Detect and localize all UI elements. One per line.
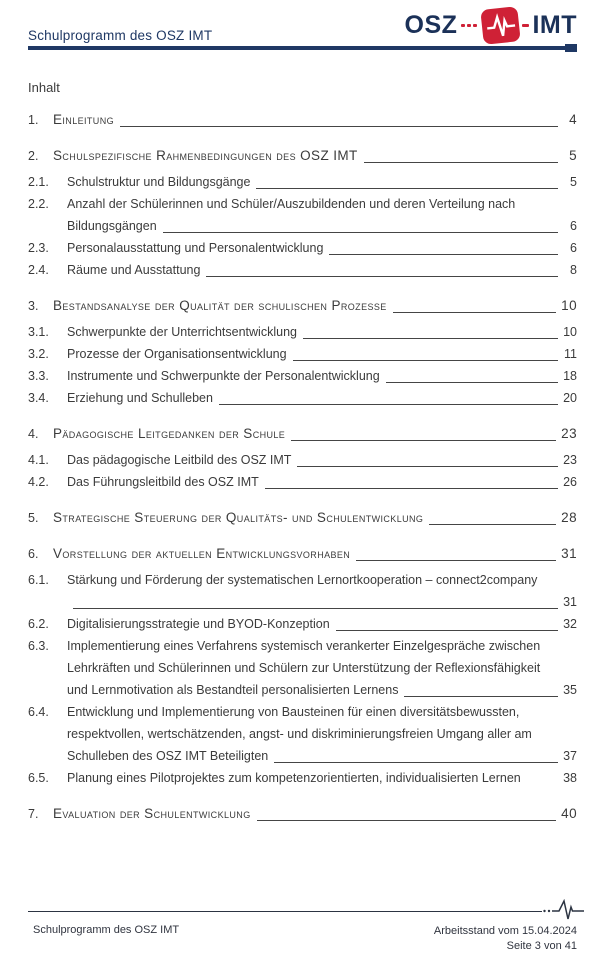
- toc-entry[interactable]: [28, 767, 577, 789]
- page-header: [0, 0, 600, 50]
- toc-entry-title: Strategische Steuerung der Qualitäts- und Schulentwicklung: [53, 510, 424, 525]
- toc-entry-title: Prozesse der Organisationsentwicklung: [67, 347, 287, 361]
- logo-dash-icon: [522, 24, 529, 27]
- toc-entry-number: 4.1.: [28, 453, 49, 467]
- header-rule: [28, 46, 577, 50]
- toc-entry-number: 3.4.: [28, 391, 49, 405]
- logo-imt-text: IMT: [532, 11, 577, 39]
- toc-leader-line: [386, 382, 558, 383]
- toc-entry[interactable]: [28, 145, 577, 167]
- toc-entry-title: und Lernmotivation als Bestandteil personalisierten Lernens: [67, 683, 399, 697]
- toc-entry[interactable]: [28, 237, 577, 259]
- footer-version-date: Arbeitsstand vom 15.04.2024: [433, 925, 577, 937]
- toc-entry[interactable]: [28, 701, 577, 767]
- toc-entry-title: Bestandsanalyse der Qualität der schulischen Prozesse: [53, 298, 387, 313]
- toc-leader-line: [429, 524, 556, 525]
- toc-entry-title: Planung eines Pilotprojektes zum kompetenzorientierten, individualisierten Lernen: [67, 771, 521, 785]
- footer-rule: [28, 900, 584, 922]
- toc-entry-page-number: 31: [561, 546, 577, 561]
- toc-leader-line: [404, 696, 558, 697]
- toc-leader-line: [73, 608, 558, 609]
- toc-entry-page-number: 40: [561, 806, 577, 821]
- footer-page-info: [434, 924, 577, 954]
- toc-entry-title-line: Lehrkräften und Schülerinnen und Schülern zur Unterstützung der Reflexionsfähigkeit: [67, 661, 541, 675]
- toc-entry-title: Räume und Ausstattung: [67, 263, 201, 277]
- toc-entry-page-number: 35: [563, 683, 577, 697]
- toc-entry-page-number: 8: [570, 263, 577, 277]
- toc-entry-title: Schulspezifische Rahmenbedingungen des OSZ IMT: [53, 148, 358, 163]
- toc-entry[interactable]: [28, 343, 577, 365]
- toc-entry-body: [53, 423, 577, 445]
- toc-leader-line: [163, 232, 558, 233]
- toc-entry-page-number: 6: [570, 241, 577, 255]
- toc-entry-number: 2.3.: [28, 241, 49, 255]
- toc-leader-line: [393, 312, 556, 313]
- toc-entry-page-number: 5: [570, 175, 577, 189]
- toc-entry-number: 3.1.: [28, 325, 49, 339]
- toc-entry-number: 6.: [28, 547, 39, 561]
- toc-entry-page-number: 28: [561, 510, 577, 525]
- toc-entry[interactable]: [28, 259, 577, 281]
- toc-entry-body: [67, 613, 577, 635]
- toc-entry-page-number: 10: [563, 325, 577, 339]
- toc-entry-number: 2.1.: [28, 175, 49, 189]
- toc-entry[interactable]: [28, 507, 577, 529]
- toc-entry-page-number: 18: [563, 369, 577, 383]
- toc-entry-number: 3.3.: [28, 369, 49, 383]
- toc-entry-body: [53, 295, 577, 317]
- toc-leader-line: [256, 188, 558, 189]
- toc-leader-line: [297, 466, 558, 467]
- toc-entry[interactable]: [28, 387, 577, 409]
- toc-entry-page-number: 4: [569, 112, 577, 127]
- toc-entry-body: [67, 259, 577, 281]
- toc-entry-body: [67, 171, 577, 193]
- toc-entry-title: Personalausstattung und Personalentwicklung: [67, 241, 324, 255]
- toc-entry[interactable]: [28, 543, 577, 565]
- toc-entry-page-number: 23: [561, 426, 577, 441]
- toc-entry-number: 6.4.: [28, 705, 49, 719]
- toc-leader-line: [274, 762, 558, 763]
- toc-entry-page-number: 23: [563, 453, 577, 467]
- toc-entry[interactable]: [28, 321, 577, 343]
- logo-dashes-icon: [461, 24, 479, 27]
- toc-entry-body: [67, 471, 577, 493]
- toc-entry[interactable]: [28, 109, 577, 131]
- toc-entry-title-line: Stärkung und Förderung der systematischen Lernortkooperation – connect2company: [67, 573, 538, 587]
- toc-entry-body: [67, 237, 577, 259]
- toc-entry-number: 6.2.: [28, 617, 49, 631]
- toc-entry-title: Erziehung und Schulleben: [67, 391, 213, 405]
- toc-entry-body: [53, 109, 577, 131]
- toc-leader-line: [356, 560, 556, 561]
- toc-entry-body: [67, 193, 577, 237]
- toc-entry-body: [67, 767, 577, 789]
- toc-leader-line: [206, 276, 558, 277]
- toc-entry-body: [67, 387, 577, 409]
- toc-entry-title: Bildungsgängen: [67, 219, 157, 233]
- toc-entry-number: 2.2.: [28, 197, 49, 211]
- toc-entry-number: 2.4.: [28, 263, 49, 277]
- header-title: Schulprogramm des OSZ IMT: [28, 28, 213, 43]
- toc-entry-page-number: 26: [563, 475, 577, 489]
- toc-leader-line: [219, 404, 558, 405]
- toc-leader-line: [329, 254, 558, 255]
- toc-entry-page-number: 10: [561, 298, 577, 313]
- toc-entry-number: 3.: [28, 299, 39, 313]
- toc-leader-line: [265, 488, 558, 489]
- toc-entry[interactable]: [28, 171, 577, 193]
- toc-entry-number: 6.5.: [28, 771, 49, 785]
- toc-entry-body: [67, 343, 577, 365]
- heartbeat-box-icon: [481, 6, 521, 45]
- toc-entry-page-number: 5: [569, 148, 577, 163]
- footer-document-title: Schulprogramm des OSZ IMT: [33, 924, 180, 936]
- toc-entry[interactable]: [28, 803, 577, 825]
- toc-entry-title: Pädagogische Leitgedanken der Schule: [53, 426, 286, 441]
- toc-entry-page-number: 37: [563, 749, 577, 763]
- toc-entry-body: [67, 449, 577, 471]
- toc-entry-number: 5.: [28, 511, 39, 525]
- toc-entry-title: Das pädagogische Leitbild des OSZ IMT: [67, 453, 292, 467]
- page-footer: [28, 900, 584, 954]
- toc-entry-body: [67, 701, 577, 767]
- footer-line: [28, 911, 542, 912]
- toc-entry-title: Einleitung: [53, 112, 115, 127]
- toc-entry-body: [53, 803, 577, 825]
- toc-leader-line: [364, 162, 558, 163]
- toc-entry-title: Digitalisierungsstrategie und BYOD-Konzeption: [67, 617, 330, 631]
- toc-entry-page-number: 11: [564, 347, 577, 361]
- toc-entry-body: [67, 635, 577, 701]
- toc-entry-number: 4.: [28, 427, 39, 441]
- toc-entry-number: 2.: [28, 149, 39, 163]
- toc-entry[interactable]: [28, 295, 577, 317]
- toc-entry-title-line: Implementierung eines Verfahrens systemisch verankerter Einzelgespräche zwischen: [67, 639, 541, 653]
- toc-entry[interactable]: [28, 569, 577, 613]
- toc-entry-body: [53, 145, 577, 167]
- toc-heading: Inhalt: [28, 80, 60, 95]
- toc-leader-line: [293, 360, 558, 361]
- osz-imt-logo: [405, 8, 577, 43]
- toc-list: [28, 109, 577, 825]
- toc-entry-title: Schulstruktur und Bildungsgänge: [67, 175, 251, 189]
- toc-entry[interactable]: [28, 423, 577, 445]
- toc-leader-line: [336, 630, 558, 631]
- toc-entry[interactable]: [28, 193, 577, 237]
- toc-leader-line: [257, 820, 557, 821]
- toc-entry-page-number: 20: [563, 391, 577, 405]
- toc-entry[interactable]: [28, 635, 577, 701]
- toc-entry-title-line: Anzahl der Schülerinnen und Schüler/Auszubildenden und deren Verteilung nach: [67, 197, 516, 211]
- toc-leader-line: [527, 784, 558, 785]
- toc-entry-body: [53, 507, 577, 529]
- toc-leader-line: [291, 440, 556, 441]
- toc-entry-title: Instrumente und Schwerpunkte der Personalentwicklung: [67, 369, 380, 383]
- toc-entry-title: Evaluation der Schulentwicklung: [53, 806, 251, 821]
- toc-entry-page-number: 31: [563, 595, 577, 609]
- toc-entry-title-line: Entwicklung und Implementierung von Bausteinen für einen diversitätsbewussten,: [67, 705, 520, 719]
- toc-entry-page-number: 6: [570, 219, 577, 233]
- toc-entry-title-line: respektvollen, wertschätzenden, angst- und diskriminierungsfreien Umgang aller am: [67, 727, 532, 741]
- toc-entry[interactable]: [28, 471, 577, 493]
- toc-entry-number: 6.3.: [28, 639, 49, 653]
- toc-leader-line: [120, 126, 558, 127]
- logo-osz-text: OSZ: [404, 11, 458, 39]
- toc-entry-body: [53, 543, 577, 565]
- heartbeat-icon: [542, 899, 584, 923]
- toc-entry-number: 1.: [28, 113, 39, 127]
- toc-entry-page-number: 32: [563, 617, 577, 631]
- toc-entry-body: [67, 365, 577, 387]
- toc-entry-title: Vorstellung der aktuellen Entwicklungsvorhaben: [53, 546, 351, 561]
- footer-page-number: Seite 3 von 41: [506, 940, 577, 952]
- toc-entry[interactable]: [28, 449, 577, 471]
- toc-entry-body: [67, 321, 577, 343]
- toc-entry-page-number: 38: [563, 771, 577, 785]
- toc-leader-line: [303, 338, 558, 339]
- toc-entry-number: 6.1.: [28, 573, 49, 587]
- header-rule-endcap: [565, 44, 577, 52]
- toc-entry-title: Schwerpunkte der Unterrichtsentwicklung: [67, 325, 297, 339]
- toc-entry-title: Schulleben des OSZ IMT Beteiligten: [67, 749, 269, 763]
- toc-entry[interactable]: [28, 613, 577, 635]
- toc-entry[interactable]: [28, 365, 577, 387]
- toc-entry-number: 3.2.: [28, 347, 49, 361]
- toc-entry-body: [67, 569, 577, 613]
- toc-entry-title: Das Führungsleitbild des OSZ IMT: [67, 475, 259, 489]
- toc-entry-number: 4.2.: [28, 475, 49, 489]
- toc-entry-number: 7.: [28, 807, 39, 821]
